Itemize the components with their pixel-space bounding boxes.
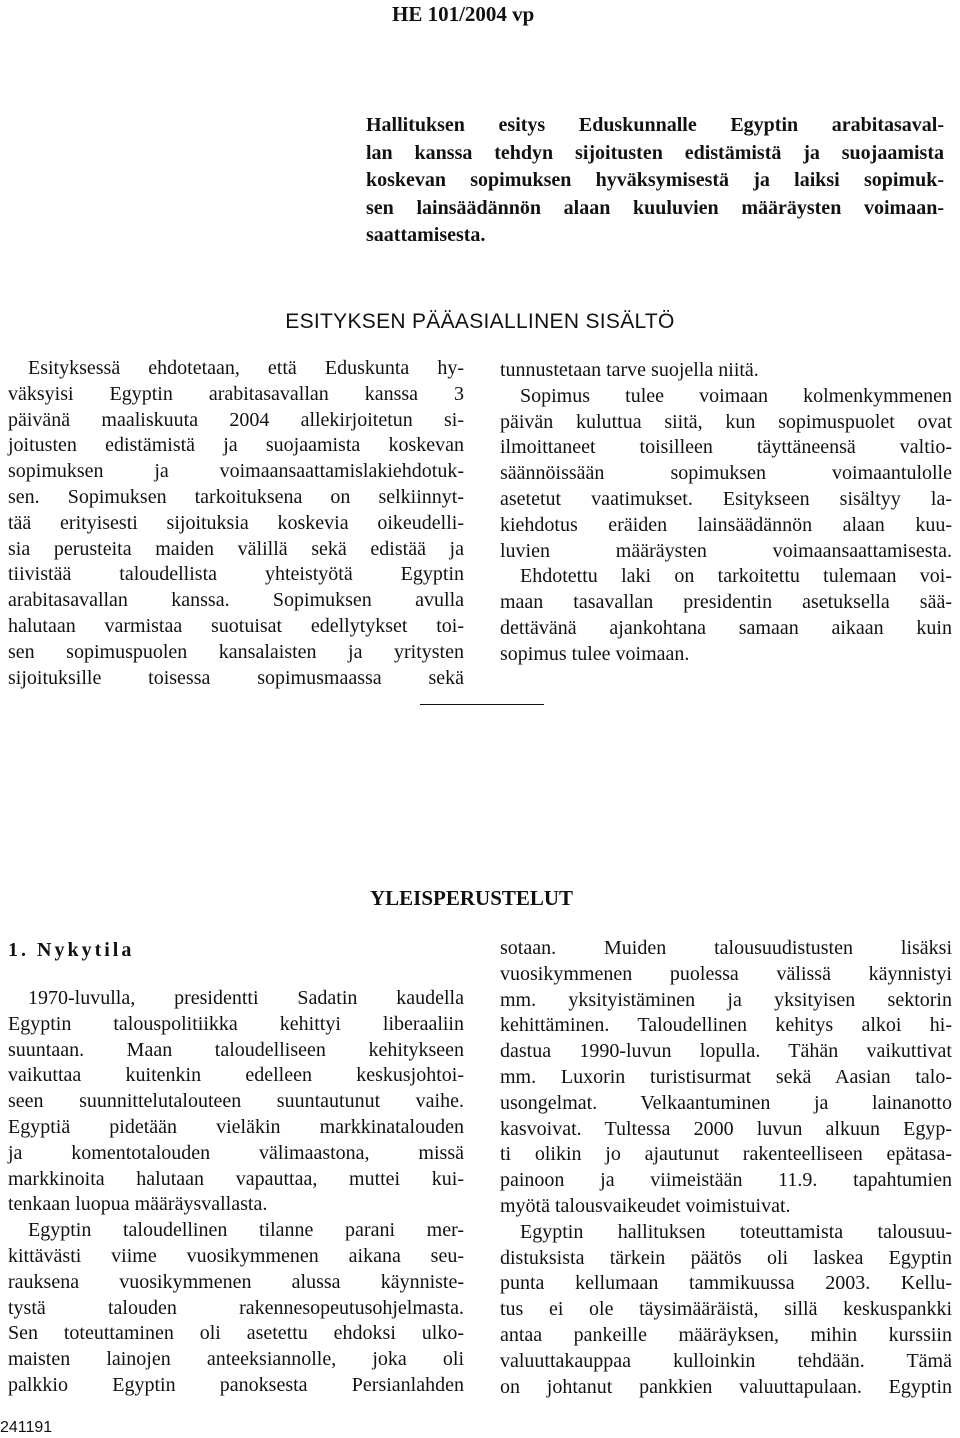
text-line: vuosikymmenen puolessa välissä käynnistyi — [500, 962, 952, 985]
title-line: saattamisesta. — [366, 224, 486, 246]
text-line: Esityksessä ehdotetaan, että Eduskunta hy- — [28, 357, 464, 379]
text-line: päivän kuluttua siitä, kun sopimuspuolet ovat — [500, 410, 952, 433]
general-heading: YLEISPERUSTELUT — [370, 886, 574, 910]
title-line: koskevan sopimuksen hyväksymisestä ja laiksi sopimuk- — [366, 169, 944, 191]
text-line: valuuttakauppaa kulloinkin tehdään. Tämä — [500, 1349, 952, 1372]
text-line: tiivistää taloudellista yhteistyötä Egyptin — [8, 563, 464, 586]
text-line: ilmoittaneet toisilleen täyttäneensä valtio- — [500, 436, 952, 459]
text-line: punta kellumaan tammikuussa 2003. Kellu- — [500, 1272, 952, 1295]
title-line: sen lainsäädännön alaan kuuluvien määräysten voimaan- — [366, 196, 944, 219]
text-line: väksyisi Egyptin arabitasavallan kanssa 3 — [8, 382, 464, 405]
text-line: luvien määräysten voimaansaattamisesta. — [500, 539, 952, 562]
text-line: sen sopimuspuolen kansalaisten ja yritysten — [8, 640, 464, 663]
text-line: seen suunnittelutalouteen suuntautunut vaihe. — [8, 1090, 464, 1113]
text-line: tus ei ole täysimääräistä, sillä keskuspankki — [500, 1298, 952, 1321]
text-line: mm. yksityistäminen ja yksityisen sektorin — [500, 988, 952, 1011]
text-line: sen. Sopimuksen tarkoituksena on selkiinnyt- — [8, 485, 464, 508]
text-line: joitusten edistämistä ja suojaamista koskevan — [8, 434, 464, 457]
title-line: Hallituksen esitys Eduskunnalle Egyptin arabitasaval- — [366, 114, 944, 136]
general-right-column — [500, 936, 952, 1400]
text-line: ti olikin jo ajautunut rakenteelliseen epätasa- — [500, 1143, 952, 1166]
text-line: sopimus tulee voimaan. — [500, 642, 690, 665]
text-line: markkinoita halutaan vapauttaa, muttei kui- — [8, 1167, 464, 1190]
text-line: ja komentotalouden välimaastona, missä — [8, 1141, 464, 1164]
text-line: tystä talouden rakennesopeutusohjelmasta. — [8, 1296, 464, 1319]
text-line: on johtanut pankkien valuuttapulaan. Egyptin — [500, 1375, 952, 1398]
text-line: painoon ja viimeistään 11.9. tapahtumien — [500, 1169, 952, 1192]
title-line: lan kanssa tehdyn sijoitusten edistämistä ja suojaamista — [366, 141, 944, 164]
summary-right-column — [500, 358, 952, 668]
text-line: Egyptin talouspolitiikka kehittyi liberaaliin — [8, 1012, 464, 1035]
general-left-column — [8, 986, 464, 1399]
text-line: Egyptin hallituksen toteuttamista talousuu- — [520, 1220, 952, 1243]
text-line: arabitasavallan kanssa. Sopimuksen avulla — [8, 589, 464, 612]
summary-left-column — [8, 356, 464, 691]
text-line: distuksista tärkein päätös oli laskea Egyptin — [500, 1246, 952, 1269]
text-line: päivänä maaliskuuta 2004 allekirjoitetun si- — [8, 408, 464, 431]
text-line: Egyptiä pidetään vieläkin markkinatalouden — [8, 1115, 464, 1138]
text-line: dettävänä ajankohtana samaan aikaan kuin — [500, 616, 952, 639]
text-line: Sopimus tulee voimaan kolmenkymmenen — [520, 384, 952, 407]
page-code: 241191 — [0, 1419, 53, 1436]
text-line: palkkio Egyptin panoksesta Persianlahden — [8, 1373, 464, 1396]
text-line: kasvoivat. Tultessa 2000 luvun alkuun Egyp- — [500, 1117, 952, 1140]
text-line: antaa pankeille määräyksen, mihin kurssiin — [500, 1323, 952, 1346]
text-line: vaikuttaa kuitenkin edelleen keskusjohtoi- — [8, 1064, 464, 1087]
text-line: kiehdotus eräiden lainsäädännön alaan kuu- — [500, 513, 952, 536]
text-line: myötä talousvaikeudet voimistuivat. — [500, 1194, 791, 1217]
text-line: asetetut vaatimukset. Esitykseen sisältyy la- — [500, 487, 952, 510]
text-line: Ehdotettu laki on tarkoitettu tulemaan voi- — [520, 565, 952, 588]
text-line: dastua 1990-luvun lopulla. Tähän vaikuttivat — [500, 1040, 952, 1063]
text-line: rauksena vuosikymmenen alussa käynniste- — [8, 1270, 464, 1293]
text-line: maisten lainojen anteeksiannolle, joka oli — [8, 1348, 464, 1371]
text-line: sijoituksille toisessa sopimusmaassa sekä — [8, 666, 464, 689]
text-line: Egyptin taloudellinen tilanne parani mer- — [28, 1219, 464, 1242]
text-line: tunnustetaan tarve suojella niitä. — [500, 359, 759, 381]
text-line: kehittäminen. Taloudellinen kehitys alkoi hi- — [500, 1014, 952, 1037]
document-id: HE 101/2004 vp — [392, 2, 535, 26]
text-line: suuntaan. Maan taloudelliseen kehitykseen — [8, 1038, 464, 1061]
text-line: säännöissään sopimuksen voimaantulolle — [500, 462, 952, 485]
text-line: 1970-luvulla, presidentti Sadatin kaudella — [28, 987, 464, 1009]
text-line: sia perusteita maiden välillä sekä edistää ja — [8, 537, 464, 560]
proposal-title — [366, 112, 944, 250]
summary-heading: ESITYKSEN PÄÄASIALLINEN SISÄLTÖ — [285, 310, 675, 333]
text-line: mm. Luxorin turistisurmat sekä Aasian talo- — [500, 1065, 952, 1088]
text-line: tenkaan luopua määräysvallasta. — [8, 1193, 268, 1216]
text-line: sotaan. Muiden talousuudistusten lisäksi — [500, 937, 952, 959]
text-line: halutaan varmistaa suotuisat edellytykset toi- — [8, 614, 464, 637]
text-line: tää erityisesti sijoituksia koskevia oikeudelli- — [8, 511, 464, 534]
section-heading: 1. Nykytila — [8, 939, 135, 961]
text-line: kittävästi viime vuosikymmenen aikana seu- — [8, 1244, 464, 1267]
section-divider — [420, 704, 544, 705]
text-line: usongelmat. Velkaantuminen ja lainanotto — [500, 1091, 952, 1114]
text-line: Sen toteuttaminen oli asetettu ehdoksi ulko- — [8, 1322, 464, 1345]
text-line: maan tasavallan presidentin asetuksella sää- — [500, 591, 952, 614]
text-line: sopimuksen ja voimaansaattamislakiehdotuk- — [8, 460, 464, 483]
